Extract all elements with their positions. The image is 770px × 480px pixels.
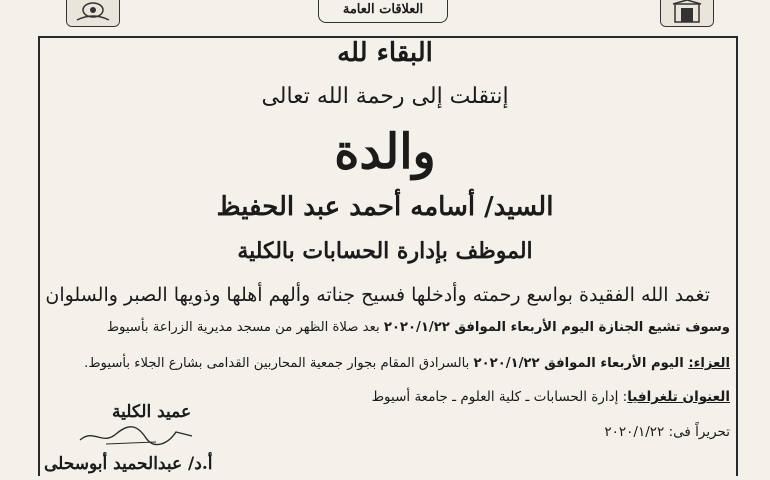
funeral-details <box>107 320 730 335</box>
prayer-text: تغمد الله الفقيدة بواسع رحمته وأدخلها فسيح جناته وألهم أهلها وذويها الصبر والسلوان <box>45 284 710 306</box>
department-label: العلاقات العامة <box>318 0 448 23</box>
bereaved-person-title: الموظف بإدارة الحسابات بالكلية <box>237 238 533 264</box>
telegraph-address <box>372 389 730 405</box>
condolence-label: العزاء: <box>688 356 730 371</box>
university-logo <box>660 0 714 27</box>
address-value: : إدارة الحسابات ـ كلية العلوم ـ جامعة أسيوط <box>371 389 628 405</box>
handwritten-signature <box>76 420 196 450</box>
farewell-heading: البقاء لله <box>337 38 433 68</box>
signatory-title: عميد الكلية <box>112 402 192 422</box>
address-label: العنوان تلغرافيا <box>627 389 730 405</box>
bereaved-person-name: السيد/ أسامه أحمد عبد الحفيظ <box>216 192 554 222</box>
condolence-location: بالسرادق المقام بجوار جمعية المحاربين القدامى بشارع الجلاء بأسيوط. <box>84 356 474 371</box>
faculty-logo <box>66 0 120 27</box>
funeral-location: بعد صلاة الظهر من مسجد مديرية الزراعة بأسيوط <box>106 320 384 335</box>
condolence-details <box>84 356 730 371</box>
death-announcement: إنتقلت إلى رحمة الله تعالى <box>261 84 509 109</box>
written-date: تحريراً فى: ٢٠٢٠/١/٢٢ <box>604 424 730 440</box>
signatory-name: أ.د/ عبدالحميد أبوسحلى <box>44 454 213 474</box>
funeral-date: وسوف تشيع الجنازة اليوم الأربعاء الموافق ٢٠٢٠/١/٢٢ <box>383 320 730 335</box>
deceased-relation: والدة <box>334 124 436 180</box>
condolence-date: اليوم الأربعاء الموافق ٢٠٢٠/١/٢٢ <box>473 356 689 371</box>
